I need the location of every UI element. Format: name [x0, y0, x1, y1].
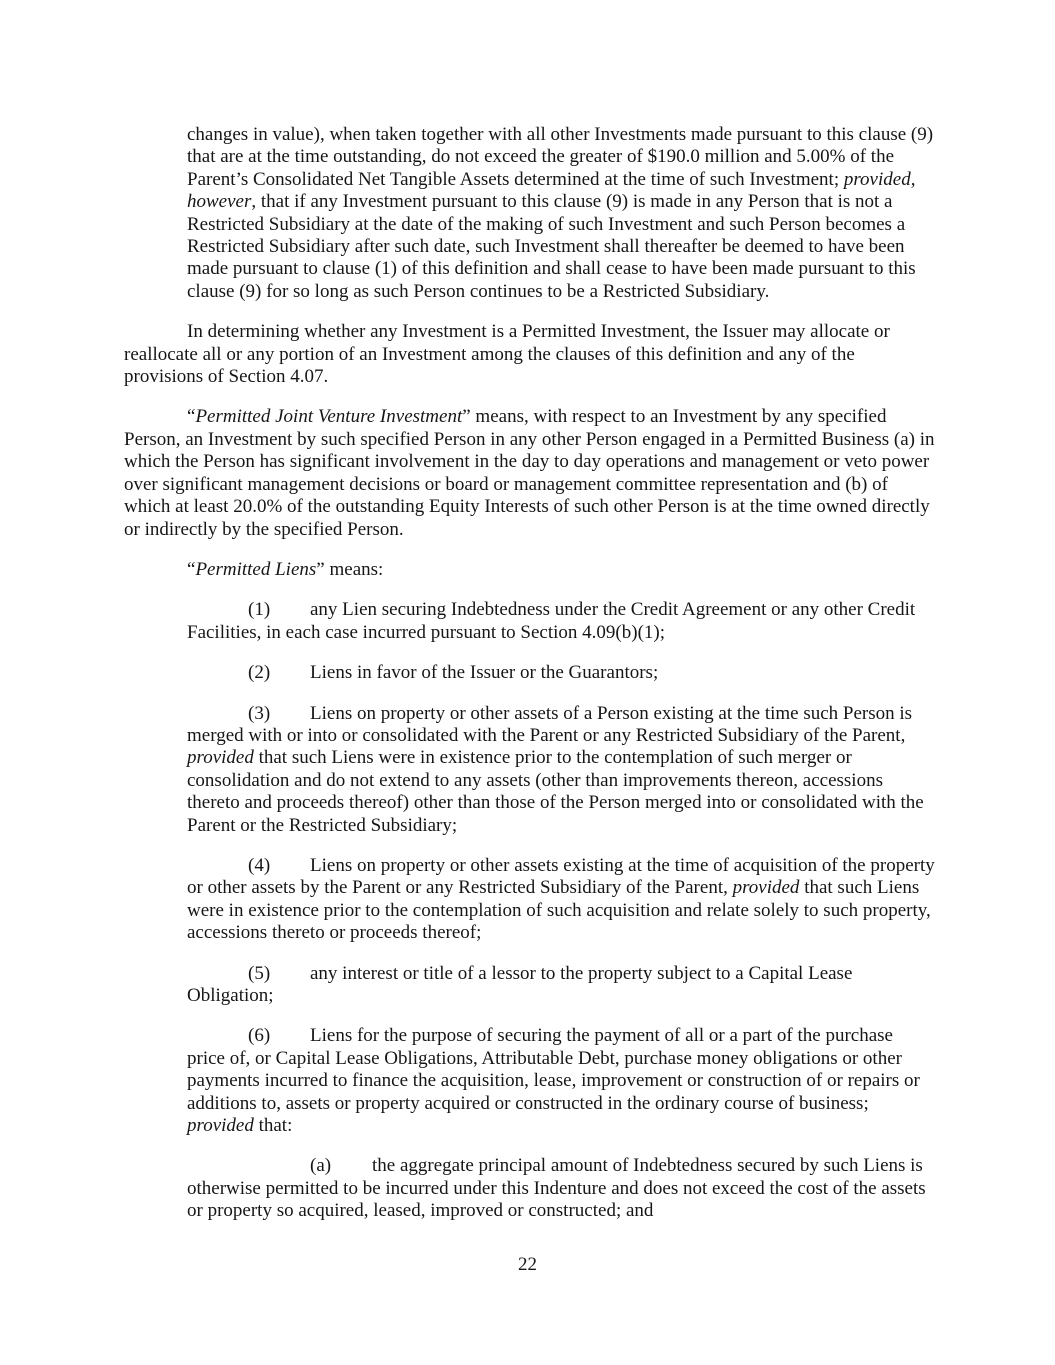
text-run: ” means: [316, 558, 384, 580]
permitted-liens-clause-2 [187, 662, 935, 684]
clause-number: (2) [248, 662, 271, 684]
investment-allocation-paragraph [124, 321, 935, 388]
clause-number: (1) [248, 599, 271, 621]
text-run: any Lien securing Indebtedness under the Credit Agreement or any other Credit Facilities, in each case incurred pursuant to Section 4.09(b)(1); [187, 599, 916, 643]
document-body [124, 124, 935, 1223]
text-run: , that if any Investment pursuant to this clause (9) is made in any Person that is not a Restricted Subsidiary at the date of the making of such Investment and such Person becomes a Restricted Subsidiary after such date, such Investment shall thereafter be deemed to have been made pursuant to clause (1) of this definition and shall cease to have been made pursuant to this clause (9) for so long as such Person continues to be a Restricted Subsidiary. [187, 191, 916, 302]
text-run: Liens on property or other assets existing at the time of acquisition of the property or other assets by the Parent or any Restricted Subsidiary of the Parent, [187, 854, 935, 899]
clause-number: (3) [248, 702, 271, 724]
permitted-liens-clause-4 [187, 855, 935, 945]
text-run: that such Liens were in existence prior to the contemplation of such merger or consolidation and do not extend to any assets (other than improvements thereon, accessions thereto and proceeds thereof) other than those of the Person merged into or consolidated with the Parent or the Restricted Subsidiary; [187, 747, 924, 836]
text-run: that: [253, 1115, 293, 1137]
clause-9-continuation [187, 124, 935, 303]
text-run: Liens on property or other assets of a Person existing at the time such Person is merged with or into or consolidated with the Parent or any Restricted Subsidiary of the Parent, [187, 702, 913, 746]
text-run-italic: provided [732, 877, 800, 899]
clause-number: (5) [248, 962, 271, 984]
clause-number: (4) [248, 854, 271, 876]
permitted-liens-clause-3 [187, 703, 935, 837]
text-run: the aggregate principal amount of Indebtedness secured by such Liens is otherwise permitted to be incurred under this Indenture and does not exceed the cost of the assets or property so acquired, leased, improved or constructed; and [187, 1155, 926, 1222]
text-run-italic: Permitted Liens [195, 558, 317, 580]
text-run-italic: however [187, 191, 252, 213]
permitted-liens-clause-1 [187, 599, 935, 644]
text-run: In determining whether any Investment is a Permitted Investment, the Issuer may allocate or reallocate all or any portion of an Investment among the clauses of this definition and any of the provisions of Section 4.07. [124, 321, 890, 388]
clause-number: (6) [248, 1025, 271, 1047]
text-run: , [910, 168, 916, 190]
permitted-joint-venture-investment-definition [124, 406, 935, 540]
page-number: 22 [518, 1254, 537, 1275]
text-run: changes in value), when taken together with all other Investments made pursuant to this clause (9) that are at the time outstanding, do not exceed the greater of $190.0 million and 5.00% of the Parent’s Consolidated Net Tangible Assets determined at the time of such Investment; [187, 124, 934, 190]
text-run: any interest or title of a lessor to the property subject to a Capital Lease Obligation; [187, 962, 853, 1006]
text-run: Liens in favor of the Issuer or the Guarantors; [310, 662, 659, 684]
text-run-italic: provided [187, 1115, 254, 1137]
permitted-liens-clause-5 [187, 963, 935, 1008]
text-run: that such Liens were in existence prior to the contemplation of such acquisition and relate solely to such property, accessions thereto or proceeds thereof; [187, 877, 931, 944]
text-run: ” means, with respect to an Investment by any specified Person, an Investment by such specified Person in any other Person engaged in a Permitted Business (a) in which the Person has significant involvement in the day to day operations and management or veto power over significant management decisions or board or management committee representation and (b) of which at least 20.0% of the outstanding Equity Interests of such other Person is at the time owned directly or indirectly by the specified Person. [124, 406, 935, 540]
text-run: “ [187, 558, 196, 580]
text-run-italic: provided [187, 747, 254, 769]
permitted-liens-clause-6 [187, 1025, 935, 1137]
permitted-liens-definition-lead-in [124, 559, 935, 581]
text-run: Liens for the purpose of securing the payment of all or a part of the purchase price of, or Capital Lease Obligations, Attributable Debt, purchase money obligations or other payments incurred to finance the acquisition, lease, improvement or construction of or repairs or additions to, assets or property acquired or constructed in the ordinary course of business; [187, 1025, 920, 1114]
text-run-italic: Permitted Joint Venture Investment [195, 406, 463, 428]
clause-6-subclause-a [187, 1155, 935, 1222]
text-run: “ [187, 406, 196, 428]
text-run-italic: provided [843, 168, 911, 190]
clause-number: (a) [310, 1155, 332, 1177]
